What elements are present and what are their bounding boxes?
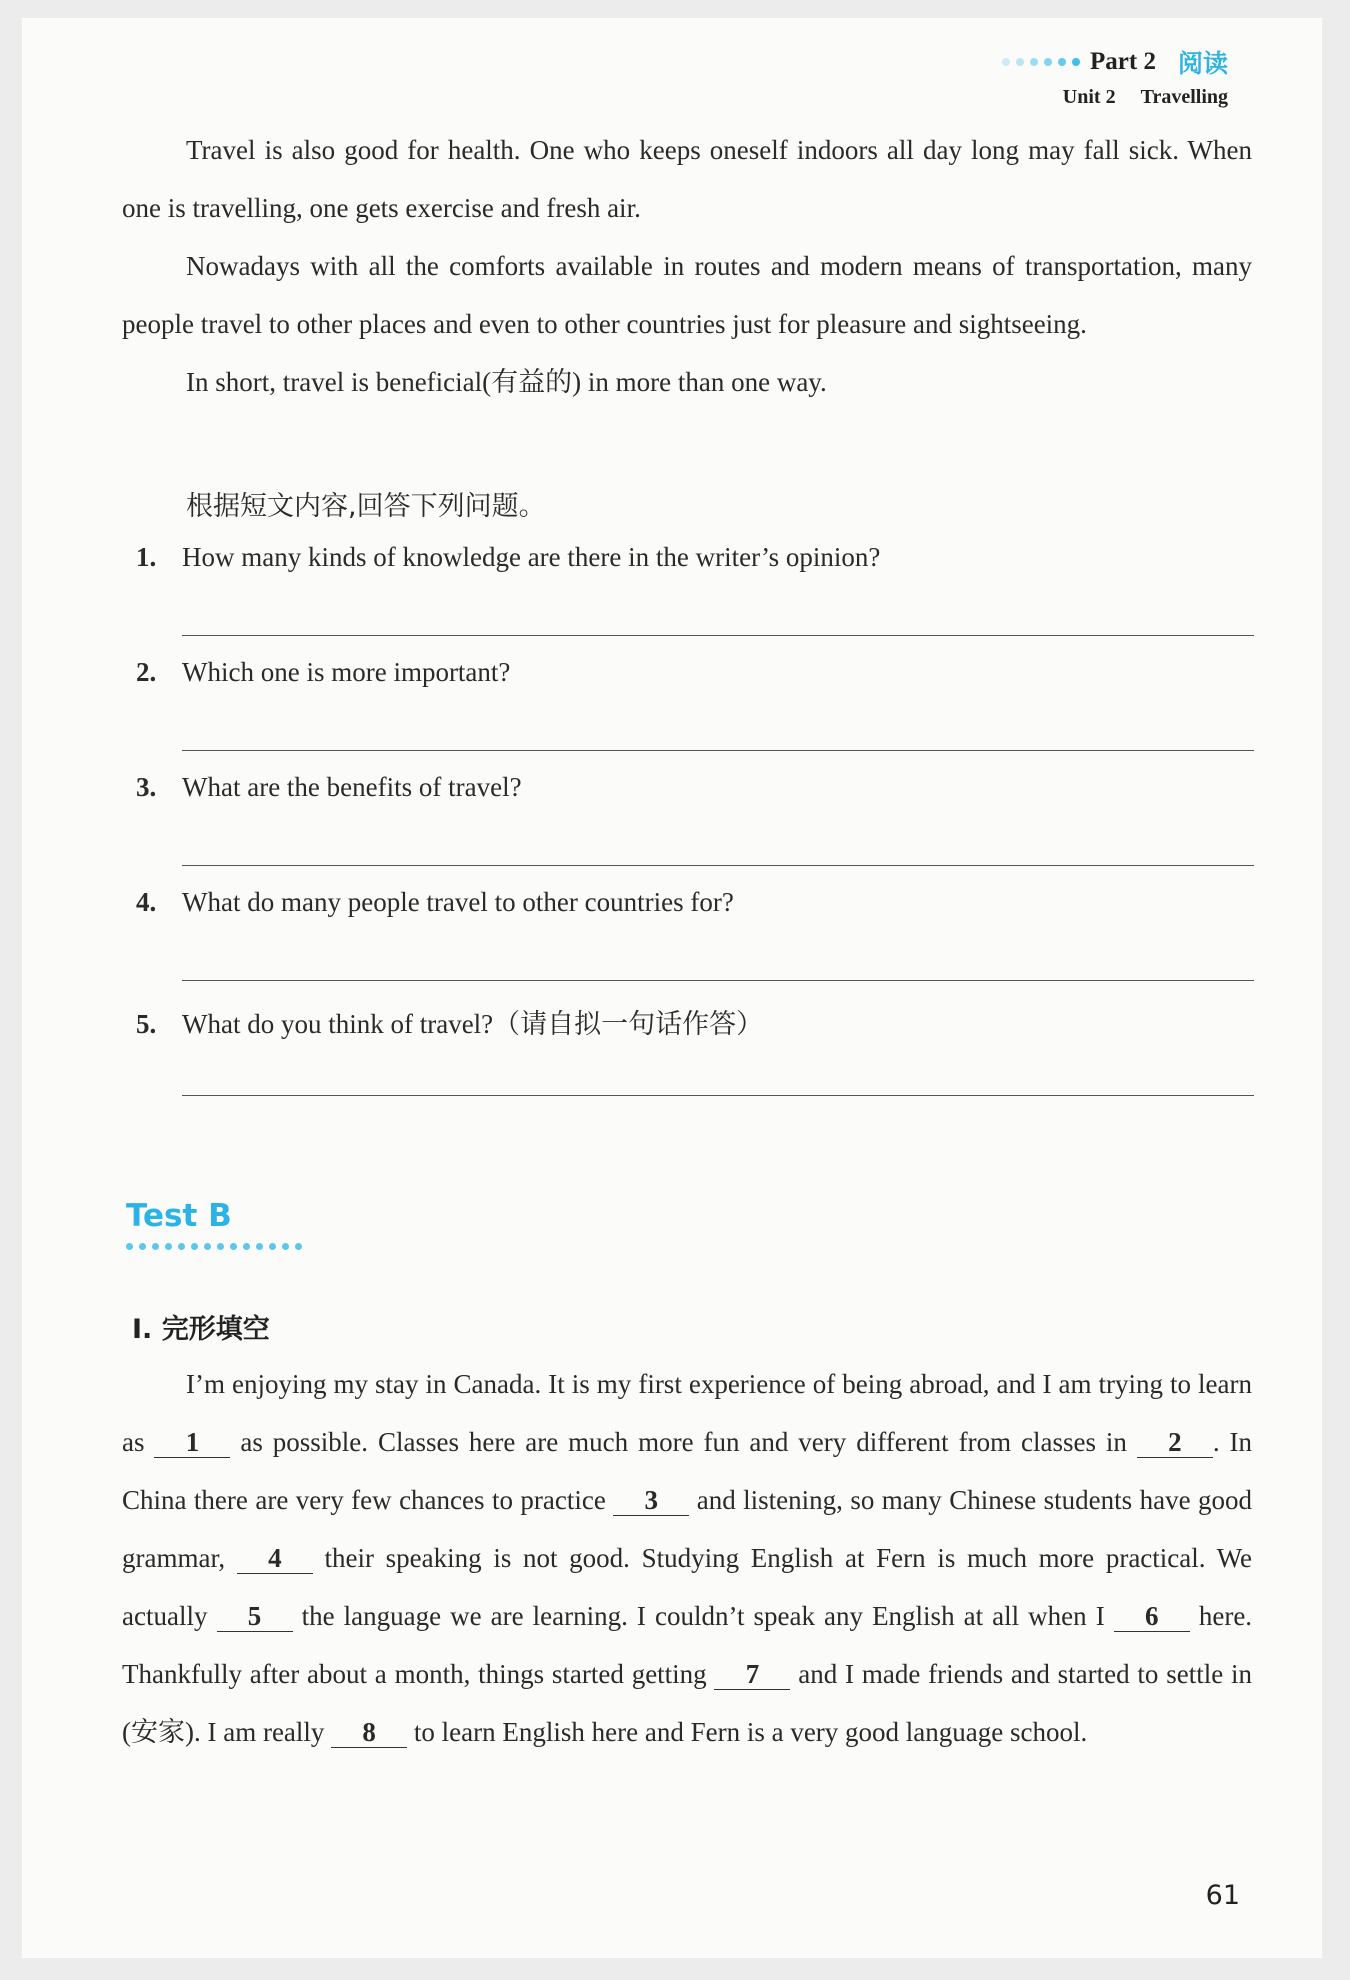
decorative-dots xyxy=(1002,58,1080,66)
answer-line[interactable] xyxy=(182,980,1254,981)
cloze-blank-3[interactable]: 3 xyxy=(613,1485,689,1516)
question-item: 1. How many kinds of knowledge are there in the writer’s opinion? xyxy=(136,542,881,572)
cloze-blank-1[interactable]: 1 xyxy=(154,1427,230,1458)
header-section: 阅读 xyxy=(1177,49,1228,78)
cloze-blank-4[interactable]: 4 xyxy=(237,1543,313,1574)
question-text: What do you think of travel?（请自拟一句话作答） xyxy=(182,1009,764,1039)
cloze-blank-5[interactable]: 5 xyxy=(217,1601,293,1632)
reading-passage xyxy=(122,121,1252,411)
passage-paragraph: In short, travel is beneficial(有益的) in more than one way. xyxy=(186,367,827,397)
question-item: 5. What do you think of travel?（请自拟一句话作答） xyxy=(136,1009,764,1039)
question-text: What are the benefits of travel? xyxy=(182,772,522,802)
page-number: 61 xyxy=(1205,1880,1240,1911)
section-title: Ⅰ. 完形填空 xyxy=(132,1314,270,1345)
header-unit: Unit 2 xyxy=(1062,86,1116,108)
heading-underline-dots xyxy=(126,1243,302,1250)
question-text: How many kinds of knowledge are there in the writer’s opinion? xyxy=(182,542,881,572)
page-header xyxy=(1002,44,1228,109)
header-unit-title: Travelling xyxy=(1140,86,1228,108)
question-item: 2. Which one is more important? xyxy=(136,657,511,687)
answer-line[interactable] xyxy=(182,750,1254,751)
passage-paragraph: Nowadays with all the comforts available in routes and modern means of transportation, many people travel to other places and even to other countries just for pleasure and sightseeing. xyxy=(122,251,1252,339)
question-item: 3. What are the benefits of travel? xyxy=(136,772,522,802)
passage-paragraph: Travel is also good for health. One who keeps oneself indoors all day long may fall sick. When one is travelling, one gets exercise and fresh air. xyxy=(122,135,1252,223)
question-text: Which one is more important? xyxy=(182,657,511,687)
answer-line[interactable] xyxy=(182,1095,1254,1096)
header-part: Part 2 xyxy=(1090,48,1156,75)
instruction-text: 根据短文内容,回答下列问题。 xyxy=(186,491,546,522)
cloze-blank-2[interactable]: 2 xyxy=(1137,1427,1213,1458)
answer-line[interactable] xyxy=(182,865,1254,866)
question-item: 4. What do many people travel to other countries for? xyxy=(136,887,734,917)
workbook-page xyxy=(22,18,1322,1958)
cloze-passage: I’m enjoying my stay in Canada. It is my first experience of being abroad, and I am trying to learn as 1 as possible. Classes here are much more fun and very different from classes in 2 . In China there are very few chances to practice 3 and listening, so many Chinese students have good grammar, 4 their speaking is not good. Studying English at Fern is much more practical. We actually 5 the language we are learning. I couldn’t speak any English at all when I 6 here. Thankfully after about a month, things started getting 7 and I made friends and started to settle in (安家). I am really 8 to learn English here and Fern is a very good language school. xyxy=(122,1369,1253,1747)
question-text: What do many people travel to other countries for? xyxy=(182,887,734,917)
test-b-heading: Test B xyxy=(126,1198,232,1234)
cloze-blank-7[interactable]: 7 xyxy=(714,1659,790,1690)
cloze-blank-8[interactable]: 8 xyxy=(331,1717,407,1748)
answer-line[interactable] xyxy=(182,635,1254,636)
cloze-blank-6[interactable]: 6 xyxy=(1114,1601,1190,1632)
